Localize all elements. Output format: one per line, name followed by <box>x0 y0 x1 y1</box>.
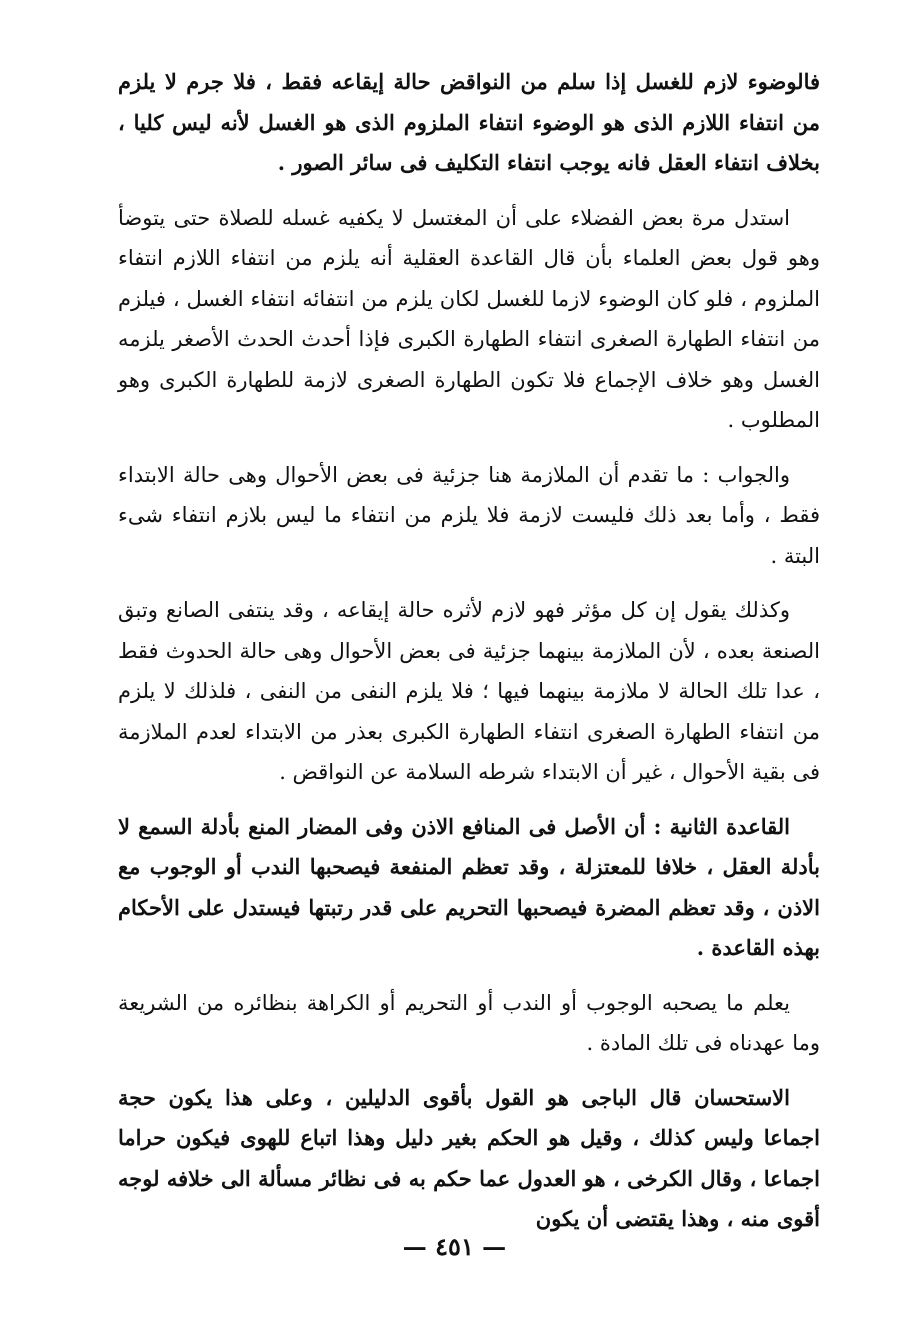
paragraph-jawab: والجواب : ما تقدم أن الملازمة هنا جزئية فى بعض الأحوال وهى حالة الابتداء فقط ، وأما بعد ذلك فليست لازمة فلا يلزم من انتفاء ما ليس بلازم انتفاء شىء البتة . <box>118 462 820 568</box>
paragraph-wudu-ghusl: فالوضوء لازم للغسل إذا سلم من النواقض حالة إيقاعه فقط ، فلا جرم لا يلزم من انتفاء اللازم الذى هو الوضوء انتفاء الملزوم الذى هو الغسل لأنه ليس كليا ، بخلاف انتفاء العقل فانه يوجب انتفاء التكليف فى سائر الصور . <box>118 69 820 175</box>
paragraph-second-rule: القاعدة الثانية : أن الأصل فى المنافع الاذن وفى المضار المنع بأدلة السمع لا بأدلة العقل ، خلافا للمعتزلة ، وقد تعظم المنفعة فيصحبها الندب أو الوجوب مع الاذن ، وقد تعظم المضرة فيصحبها التحريم على قدر رتبتها فيستدل على الأحكام بهذه القاعدة . <box>118 813 820 960</box>
paragraph-istidlal: استدل مرة بعض الفضلاء على أن المغتسل لا يكفيه غسله للصلاة حتى يتوضأ وهو قول بعض العلماء بأن قال القاعدة العقلية أنه يلزم من انتفاء اللازم انتفاء الملزوم ، فلو كان الوضوء لازما للغسل لكان يلزم من انتفائه انتفاء الغسل ، فيلزم من انتفاء الطهارة الصغرى انتفاء الطهارة الكبرى فإذا أحدث الحدث الأصغر يلزمه الغسل وهو خلاف الإجماع فلا تكون الطهارة الصغرى لازمة للطهارة الكبرى وهو المطلوب . <box>118 205 820 432</box>
paragraph-istihsan: الاستحسان قال الباجى هو القول بأقوى الدليلين ، وعلى هذا يكون حجة اجماعا وليس كذلك ، وقيل هو الحكم بغير دليل وهذا اتباع للهوى فيكون حراما اجماعا ، وقال الكرخى ، هو العدول عما حكم به فى نظائر مسألة الى خلافه لوجه أقوى منه ، وهذا يقتضى أن يكون <box>118 1084 820 1231</box>
paragraph-yalam: يعلم ما يصحبه الوجوب أو الندب أو التحريم أو الكراهة بنظائره من الشريعة وما عهدناه فى تلك المادة . <box>118 990 820 1055</box>
page-text <box>118 62 820 1254</box>
page-number: — ٤٥١ — <box>402 1232 507 1261</box>
paragraph-muathir: وكذلك يقول إن كل مؤثر فهو لازم لأثره حالة إيقاعه ، وقد ينتفى الصانع وتبق الصنعة بعده ، لأن الملازمة بينهما جزئية فى بعض الأحوال وهى حالة الحدوث فقط ، عدا تلك الحالة لا ملازمة بينهما فيها ؛ فلا يلزم النفى من النفى ، فلذلك لا يلزم من انتفاء الطهارة الصغرى انتفاء الطهارة الكبرى بعذر من الابتداء لعدم الملازمة فى بقية الأحوال ، غير أن الابتداء شرطه السلامة عن النواقض . <box>118 598 821 784</box>
